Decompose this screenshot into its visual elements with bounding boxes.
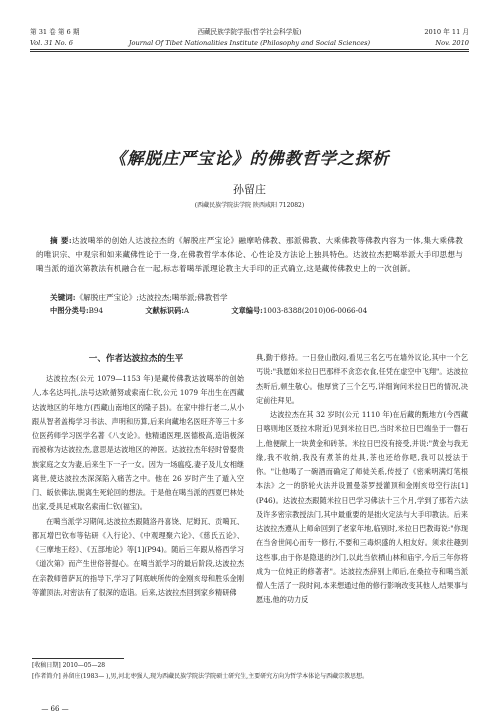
doc-value: A: [183, 306, 190, 315]
doc-label: 文献标识码:: [145, 306, 184, 315]
footnotes: [32, 661, 468, 682]
section-heading: 一、作者达波拉杰的生平: [88, 354, 184, 364]
header-journal-en: Journal Of Tibet Nationalities Institute (Philosophy and Social Sciences): [128, 39, 371, 47]
header-volume-cn: 第 31 卷 第 6 期: [30, 28, 80, 36]
keywords: [50, 292, 228, 303]
header-rule-thin: [30, 51, 469, 52]
classification-line: [50, 306, 407, 316]
abstract-label: 摘 要:: [50, 236, 72, 245]
article-number: [231, 306, 387, 315]
art-label: 文章编号:: [231, 306, 263, 315]
paper-title: 《解脱庄严宝论》的佛教哲学之探析: [109, 149, 390, 168]
art-value: 1003-8388(2010)06-0066-04: [262, 306, 368, 315]
clc-label: 中图分类号:: [50, 306, 89, 315]
body-column-left: [32, 372, 244, 600]
author-name: 孙留庄: [233, 183, 266, 196]
keywords-text: 《解脱庄严宝论》;达波拉杰;噶举派;佛教哲学: [75, 293, 228, 302]
author-affiliation: (西藏民族学院法学院 陕西咸阳 712082): [194, 202, 305, 209]
header-journal-cn: 西藏民族学院学报(哲学社会科学版): [197, 28, 302, 36]
clc-number: [50, 306, 123, 315]
keywords-label: 关键词:: [50, 293, 76, 302]
body-paragraph: 典,勤于修持。一日登山散闷,看见三名乞丐在墙外议论,其中一个乞丐说:"我愿如米拉日巴那样不贪恋衣食,任凭在虚空中飞翔"。达波拉杰听后,顿生敬心。他厚赏了三个乞丐,详细询问米拉日巴的情况,决定前往拜见。: [256, 353, 468, 405]
footnote-received: [收稿日期] 2010—05—28: [32, 662, 106, 669]
page-number: — 66 —: [41, 705, 69, 713]
header-rule-thick: [30, 49, 469, 50]
body-paragraph: 达波拉杰(公元 1079—1153 年)是藏传佛教达波噶举的创始人,本名达玛扎,法号达欧循努或索南仁钦,公元 1079 年出生在西藏达波地区的年地方(西藏山南地区的隆子县)。在家中排行老二,从小跟从智者盖梅学习书法、声明和历算,后来向藏地名医旺齐等三十多位医药师学习医学名著《八支论》。他精通医理,医德极高,造诣极深而被称为达波拉杰,意思是达波地区的神医。达波拉杰年轻时曾娶贵族家庭之女为妻,后来生下一子一女。因为一场瘟疫,妻子及儿女相继离世,使达波拉杰深深陷入痛苦之中。他在 26 岁时产生了遁入空门、皈依佛法,脱离生死轮回的想法。于是他在噶当派的西夏巴林处出家,受具足戒取名索南仁钦(福宝)。: [32, 374, 244, 512]
footnote-author: [作者简介] 孙留庄(1983— ),男,河北枣强人,现为西藏民族学院法学院硕士研究生,主要研究方向为哲学本体论与西藏宗教思想。: [32, 672, 369, 680]
header-volume-en: Vol. 31 No. 6: [30, 39, 73, 47]
abstract-text: 达波噶举的创始人达波拉杰的《解脱庄严宝论》融摩哈佛教、那派佛教、大乘佛教等佛教内容为一体,集大乘佛教的唯识宗、中观宗和如来藏佛性论于一身,在佛教哲学本体论、心性论及方法论上独具特色。达波拉杰把噶举派大手印思想与噶当派的道次第教法有机融合在一起,标志着噶举派理论教主大手印的正式确立,这是藏传佛教史上的一次创新。: [36, 236, 463, 273]
body-column-right: [256, 351, 468, 608]
document-code: [145, 306, 209, 315]
body-paragraph: 在噶当派学习期间,达波拉杰跟随洛丹喜饶、尼姆瓦、贡噶瓦、都瓦增巴钦布等钻研《入行论》、《中观理聚六论》、《慈氏五论》、《三摩地王经》、《五部地论》等[1](P94)。随后三年跟从格西学习《道次第》而产生世俗菩提心。在噶当派学习的最后阶段,达波拉杰在亲教师曾萨瓦的指导下,学习了阿底峡所传的金刚亥母和胜乐金刚等灌顶法,对密法有了很深的造诣。后来,达波拉杰回到家乡精研佛: [32, 516, 244, 597]
footnote-rule: [32, 658, 124, 659]
body-paragraph: 达波拉杰在其 32 岁时(公元 1110 年)在后藏的甄地方(今西藏日喀则地区聂拉木附近)见到米拉日巴,当时米拉日巴端坐于一磐石上,他便献上一块黄金和砖茶。米拉日巴没有接受,并说:"黄金与我无缘,我不收纳,我没有煮茶的灶具,茶也还给你吧,我可以授法于你。"让他喝了一碗酒而确定了师徒关系,传授了《密乘明满灯笔根本法》之一的脐轮火法并设置曼荼罗授灌顶和金刚亥母空行法[1](P46)。达波拉杰跟随米拉日巴学习佛法十三个月,学到了那若六法及许多密宗教授法门,其中最重要的是拙火定法与大手印教法。后来达波拉杰遵从上师命回到了老家年地,临别时,米拉日巴教诲说:"你现在当舍世间心而专一修行,不要和三毒炽盛的人相友好。须求往趣到这些事,由于你是隐退的沙门,以此当依栖山林和庙宇,今后三年你将成为一位纯正的修著者"。达波拉杰辞别上师后,在桑拉寺和噶当派僧人生活了一段时间,本来想通过他的修行影响改变其他人,结果事与愿违,他的功力反: [256, 410, 468, 605]
clc-value: B94: [88, 306, 104, 315]
header-date-cn: 2010 年 11 月: [424, 28, 469, 36]
header-date-en: Nov. 2010: [435, 39, 469, 47]
abstract: [36, 234, 463, 275]
